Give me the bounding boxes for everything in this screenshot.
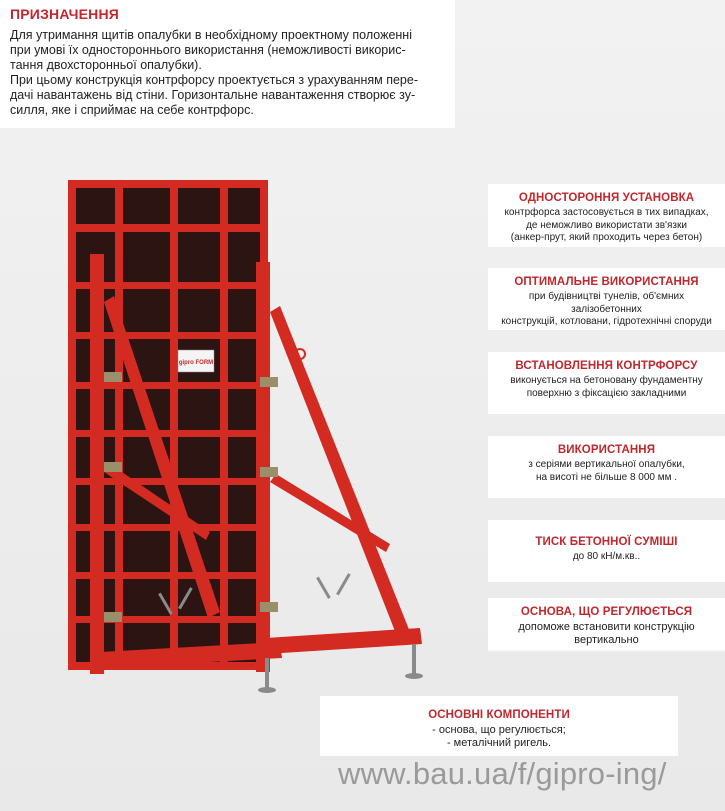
feature-description	[494, 621, 719, 647]
panel-label: gipro FORM	[178, 360, 214, 366]
purpose-line: дачі навантажень від стіни. Горизонтальне навантаження створює зу-	[10, 88, 416, 102]
purpose-line: тання двохсторонньої опалубки).	[10, 58, 202, 72]
watermark-url: www.bau.ua/f/gipro-ing/	[338, 756, 667, 791]
feature-line: при будівництві тунелів, об'ємних залізобетонних	[528, 291, 685, 315]
feature-line: на висоті не більше 8 000 мм .	[535, 471, 678, 483]
purpose-section	[0, 0, 455, 128]
feature-title: ОСНОВА, ЩО РЕГУЛЮЄТЬСЯ	[520, 606, 693, 618]
component-item: - металічний ригель.	[446, 737, 552, 749]
feature-title: ВИКОРИСТАННЯ	[557, 444, 656, 456]
component-item: - основа, що регулюється;	[432, 724, 566, 736]
feature-description	[494, 551, 719, 564]
purpose-line: силля, яке і сприймає на себе контрфорс.	[10, 103, 254, 117]
feature-line: вертикально	[574, 634, 639, 646]
feature-line: де неможливо використати зв'язки	[526, 219, 687, 231]
purpose-line: При цьому конструкція контрфорсу проектується з урахуванням пере-	[10, 73, 418, 87]
feature-line: контрфорса застосовується в тих випадках,	[504, 207, 709, 218]
feature-line: з серіями вертикальної опалубки,	[528, 459, 685, 470]
purpose-text	[10, 28, 447, 118]
feature-line: (анкер-прут, який проходить через бетон)	[510, 232, 703, 243]
feature-card-concrete-pressure	[488, 520, 725, 582]
feature-title: ВСТАНОВЛЕННЯ КОНТРФОРСУ	[515, 360, 698, 372]
feature-title: ТИСК БЕТОННОЇ СУМІШІ	[535, 536, 678, 548]
components-title: ОСНОВНІ КОМПОНЕНТИ	[428, 709, 570, 721]
feature-line: поверхню з фіксацією закладними	[526, 387, 687, 399]
feature-line: до 80 кН/м.кв..	[572, 551, 641, 562]
feature-card-usage	[488, 436, 725, 498]
purpose-line: Для утримання щитів опалубки в необхідному проектному положенні	[10, 28, 412, 42]
feature-line: виконується на бетоновану фундаментну	[510, 375, 703, 386]
main-components-card	[320, 696, 678, 756]
feature-description	[494, 459, 719, 484]
components-list	[326, 724, 672, 750]
feature-description	[494, 207, 719, 245]
purpose-title: ПРИЗНАЧЕННЯ	[10, 6, 120, 22]
feature-title: ОПТИМАЛЬНЕ ВИКОРИСТАННЯ	[514, 276, 699, 288]
right-contrafort	[256, 262, 422, 672]
feature-title: ОДНОСТОРОННЯ УСТАНОВКА	[518, 192, 695, 204]
purpose-line: при умові їх одностороннього використання (неможливості викорис-	[10, 43, 406, 57]
feature-card-contrafort-installation	[488, 352, 725, 414]
feature-card-adjustable-base	[488, 598, 725, 651]
feature-description	[494, 291, 719, 329]
feature-card-one-sided-installation	[488, 184, 725, 247]
feature-card-optimal-use	[488, 268, 725, 330]
contrafort-product-image	[60, 172, 430, 712]
feature-line: допоможе встановити конструкцію	[518, 621, 695, 633]
feature-description	[494, 375, 719, 400]
feature-line: конструкцій, котловани, гідротехнічні споруди	[501, 316, 712, 327]
